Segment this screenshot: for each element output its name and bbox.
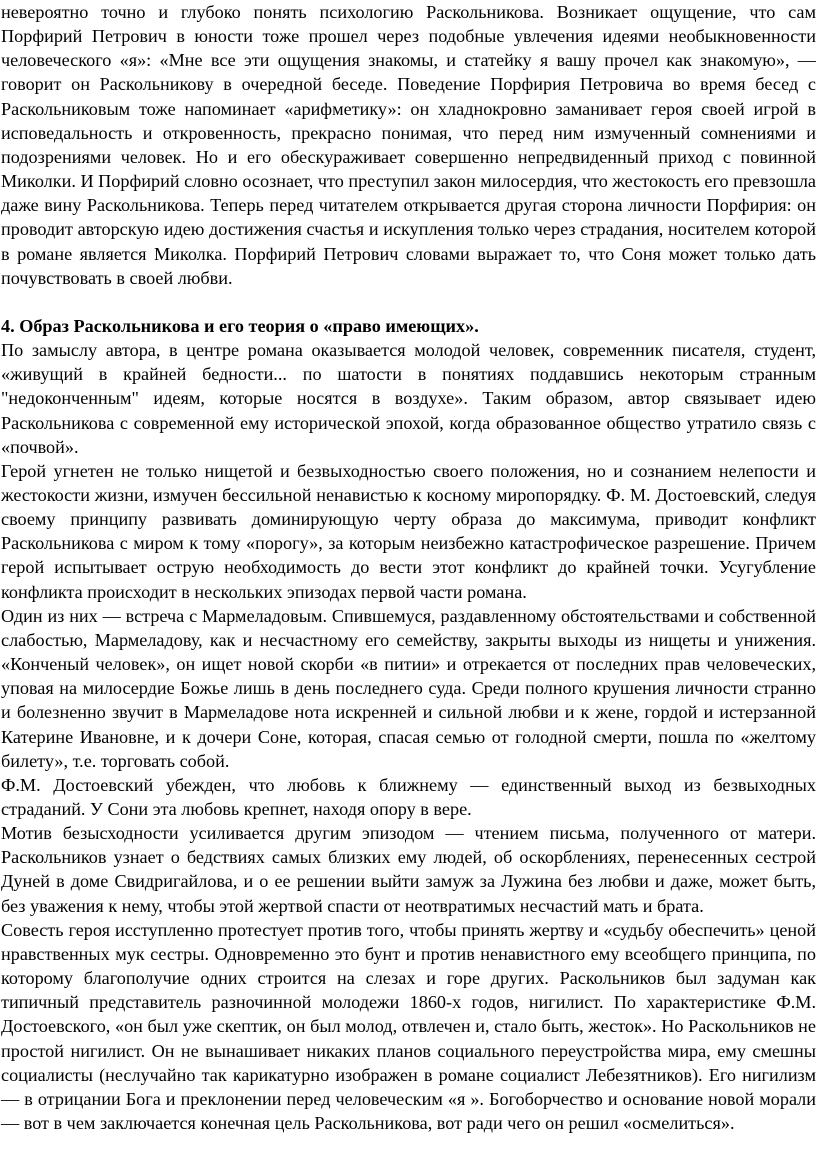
paragraph-hero-oppressed: Герой угнетен не только нищетой и безвыходностью своего положения, но и сознанием нелепости и жестокости жизни, измучен бессильной ненавистью к косному миропорядку. Ф. М. Достоевский, следуя своему принципу развивать доминирующую черту образа до максимума, приводит конфликт Раскольникова с миром к тому «порогу», за которым неизбежно катастрофическое разрешение. Причем герой испытывает острую необходимость до вести этот конфликт до крайней точки. Усугубление конфликта происходит в нескольких эпизодах первой части романа.	[1, 460, 816, 602]
paragraph-porfiry: невероятно точно и глубоко понять психологию Раскольникова. Возникает ощущение, что сам Порфирий Петрович в юности тоже прошел через подобные увлечения идеями необыкновенности человеческого «я»: «Мне все эти ощущения знакомы, и статейку я вашу прочел как знакомую», — говорит он Раскольникову в очередной беседе. Поведение Порфирия Петровича во время бесед с Раскольниковым тоже напоминает «арифметику»: он хладнокровно заманивает героя своей игрой в исповедальность и откровенность, прекрасно понимая, что перед ним измученный сомнениями и подозрениями человек. Но и его обескураживает совершенно непредвиденный приход с повинной Миколки. И Порфирий словно осознает, что преступил закон милосердия, что жестокость его превзошла даже вину Раскольникова. Теперь перед читателем открывается другая сторона личности Порфирия: он проводит авторскую идею достижения счастья и искупления только через страдания, носителем которой в романе является Миколка. Порфирий Петрович словами выражает то, что Соня может только дать почувствовать в своей любви.	[1, 2, 816, 288]
paragraph-mother-letter: Мотив безысходности усиливается другим эпизодом — чтением письма, полученного от матери. Раскольников узнает о бедствиях самых близких ему людей, об оскорблениях, перенесенных сестрой Дуней в доме Свидригайлова, и о ее решении выйти замуж за Лужина без любви и даже, может быть, без уважения к нему, чтобы этой жертвой спасти от неотвратимых несчастий мать и брата.	[1, 823, 816, 916]
blank-line	[1, 290, 816, 314]
section-heading: 4. Образ Раскольникова и его теория о «право имеющих».	[1, 315, 479, 336]
paragraph-marmeladov: Один из них — встреча с Мармеладовым. Спившемуся, раздавленному обстоятельствами и собственной слабостью, Мармеладову, как и несчастному его семейству, закрыты выходы из нищеты и унижения. «Конченый человек», он ищет новой скорби «в питии» и отрекается от последних прав человеческих, уповая на милосердие Божье лишь в день последнего суда. Среди полного крушения личности странно и болезненно звучит в Мармеладове нота искренней и сильной любви и к жене, гордой и истерзанной Катерине Ивановне, и к дочери Соне, которая, спасая семью от голодной смерти, пошла по «желтому билету», т.е. торговать собой.	[1, 605, 816, 771]
paragraph-author-intent: По замыслу автора, в центре романа оказывается молодой человек, современник писателя, студент, «живущий в крайней бедности... по шатости в понятиях поддавшись некоторым странным "недоконченным" идеям, которые носятся в воздухе». Таким образом, автор связывает идею Раскольникова с современной ему исторической эпохой, когда образованное общество утратило связь с «почвой».	[1, 340, 816, 457]
paragraph-conscience: Совесть героя исступленно протестует против того, чтобы принять жертву и «судьбу обеспечить» ценой нравственных мук сестры. Одновременно это бунт и против ненавистного ему всеобщего принципа, по которому благополучие одних строится на слезах и горе других. Раскольников был задуман как типичный представитель разночинной молодежи 1860-х годов, нигилист. По характеристике Ф.М. Достоевского, «он был уже скептик, он был молод, отвлечен и, стало быть, жесток». Но Раскольников не простой нигилист. Он не вынашивает никаких планов социального переустройства мира, ему смешны социалисты (неслучайно так карикатурно изображен в романе социалист Лебезятников). Его нигилизм — в отрицании Бога и преклонении перед человеческим «я ». Богоборчество и основание новой морали — вот в чем заключается конечная цель Раскольникова, вот ради чего он решил «осмелиться».	[1, 919, 816, 1134]
paragraph-love-neighbor: Ф.М. Достоевский убежден, что любовь к ближнему — единственный выход из безвыходных страданий. У Сони эта любовь крепнет, находя опору в вере.	[1, 774, 816, 819]
